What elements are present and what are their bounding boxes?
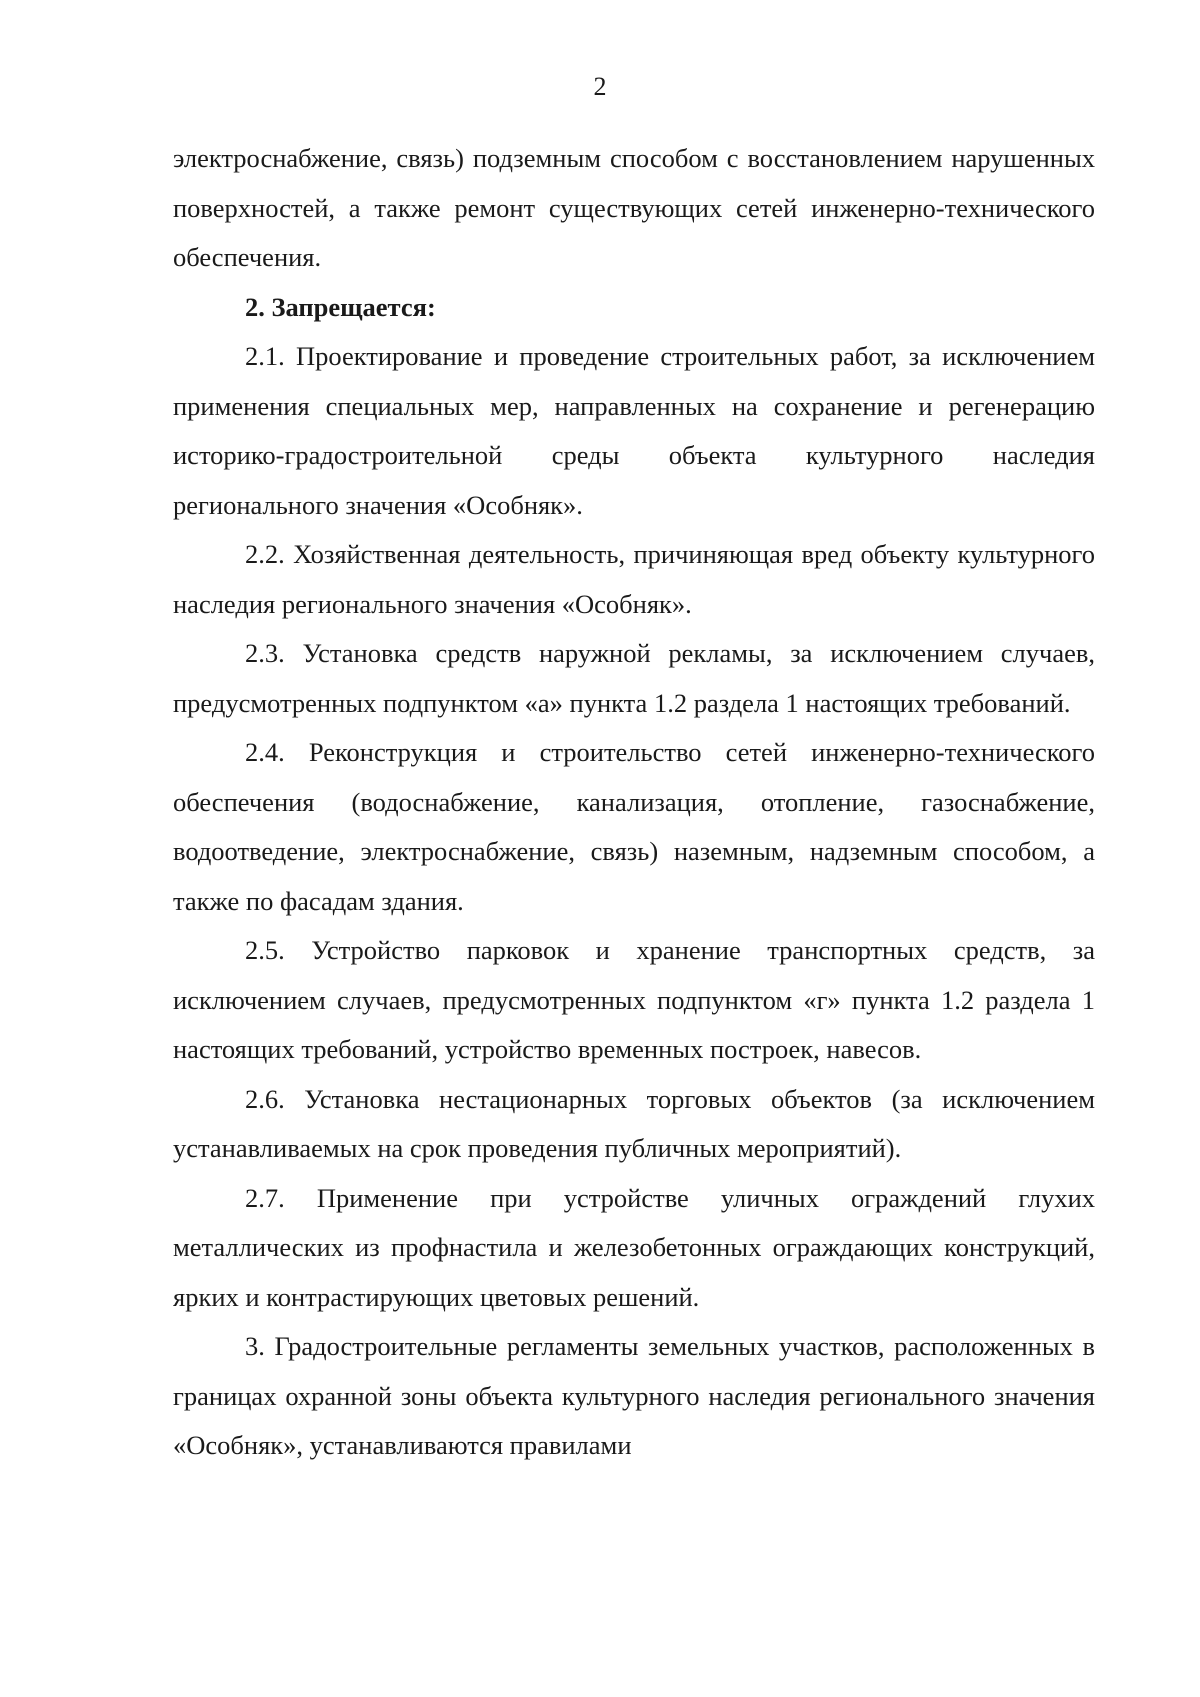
item-2-3: 2.3. Установка средств наружной рекламы, за исключением случаев, предусмотренных подпунктом «а» пункта 1.2 раздела 1 настоящих требований. [173, 638, 1095, 718]
item-2-2: 2.2. Хозяйственная деятельность, причиняющая вред объекту культурного наследия регионального значения «Особняк». [173, 539, 1095, 619]
section-heading: 2. Запрещается: [245, 291, 436, 322]
item-2-7: 2.7. Применение при устройстве уличных ограждений глухих металлических из профнастила и железобетонных ограждающих конструкций, ярких и контрастирующих цветовых решений. [173, 1182, 1095, 1312]
document-body [173, 134, 1095, 1471]
item-2-4: 2.4. Реконструкция и строительство сетей инженерно-технического обеспечения (водоснабжение, канализация, отопление, газоснабжение, водоотведение, электроснабжение, связь) наземным, надземным способом, а также по фасадам здания. [173, 737, 1095, 916]
continuation-paragraph: электроснабжение, связь) подземным способом с восстановлением нарушенных поверхностей, а также ремонт существующих сетей инженерно-технического обеспечения. [173, 143, 1095, 272]
item-2-5: 2.5. Устройство парковок и хранение транспортных средств, за исключением случаев, предусмотренных подпунктом «г» пункта 1.2 раздела 1 настоящих требований, устройство временных построек, навесов. [173, 935, 1095, 1064]
item-2-1: 2.1. Проектирование и проведение строительных работ, за исключением применения специальных мер, направленных на сохранение и регенерацию историко-градостроительной среды объекта культурного наследия регионального значения «Особняк». [173, 341, 1095, 520]
page-number: 2 [593, 72, 607, 101]
item-2-6: 2.6. Установка нестационарных торговых объектов (за исключением устанавливаемых на срок проведения публичных мероприятий). [173, 1083, 1095, 1163]
section-3-paragraph: 3. Градостроительные регламенты земельных участков, расположенных в границах охранной зоны объекта культурного наследия регионального значения «Особняк», устанавливаются правилами [173, 1331, 1095, 1460]
